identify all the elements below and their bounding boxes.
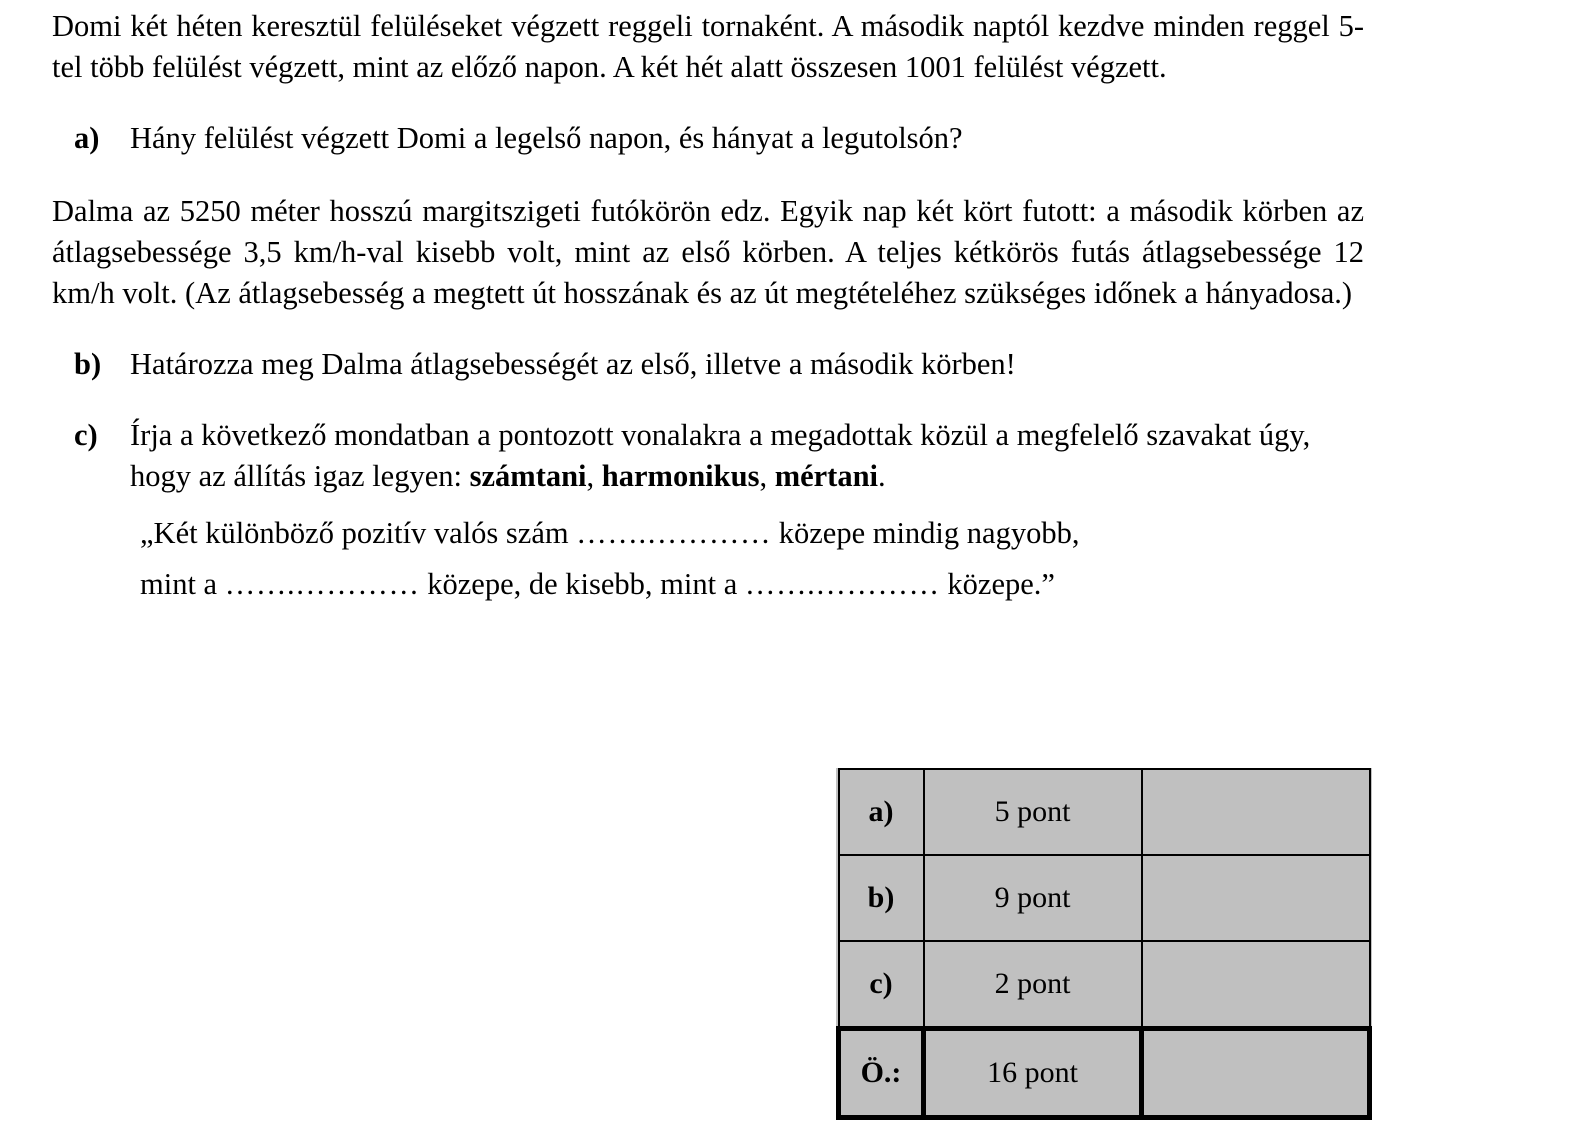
- choice-szamtani: számtani: [469, 459, 587, 493]
- item-c-instruction: Írja a következő mondatban a pontozott vonalakra a megadottak közül a megfelelő szavakat úgy, hogy az állítás igaz legyen:: [130, 418, 1311, 493]
- table-row: [839, 941, 1370, 1029]
- item-c-marker: c): [74, 418, 98, 452]
- quote-line-1-part-1: „Két különböző pozitív valós szám: [140, 516, 577, 550]
- score-row-awarded-a[interactable]: [1142, 769, 1370, 855]
- blank-line-2: …….…………: [224, 567, 420, 601]
- item-a: [52, 118, 1364, 159]
- score-total-awarded[interactable]: [1142, 1029, 1370, 1118]
- item-b: [52, 344, 1364, 385]
- item-c: [52, 415, 1364, 497]
- quote-line-2-part-2: közepe, de kisebb, mint a: [419, 567, 745, 601]
- score-row-points-a: 5 pont: [924, 769, 1142, 855]
- score-row-label-b: b): [839, 855, 924, 941]
- quote-line-2: [52, 564, 1364, 605]
- quote-line-1-part-2: közepe mindig nagyobb,: [771, 516, 1080, 550]
- spacer: [52, 88, 1364, 118]
- choice-mertani: mértani: [774, 459, 879, 493]
- item-c-period: .: [878, 459, 886, 493]
- text-column: [52, 6, 1364, 605]
- quote-line-1: [52, 513, 1364, 554]
- spacer: [52, 497, 1364, 513]
- item-b-text: Határozza meg Dalma átlagsebességét az első, illetve a második körben!: [130, 347, 1016, 381]
- quote-line-2-part-1: mint a: [140, 567, 225, 601]
- quote-line-2-part-3: közepe.”: [939, 567, 1055, 601]
- second-paragraph: Dalma az 5250 méter hosszú margitszigeti futókörön edz. Egyik nap két kört futott: a második körben az átlagsebessége 3,5 km/h-val kisebb volt, mint az első körben. A teljes kétkörös futás átlagsebessége 12 km/h volt. (Az átlagsebesség a megtett út hosszának és az út megtételéhez szükséges időnek a hányadosa.): [52, 194, 1364, 310]
- table-row-total: [839, 1029, 1370, 1118]
- score-table: [836, 768, 1372, 1120]
- blank-line-1: …….…………: [576, 516, 772, 550]
- item-c-text: [130, 415, 1364, 497]
- spacer: [52, 554, 1364, 564]
- score-row-points-b: 9 pont: [924, 855, 1142, 941]
- score-total-points: 16 pont: [924, 1029, 1142, 1118]
- score-row-points-c: 2 pont: [924, 941, 1142, 1029]
- intro-paragraph: Domi két héten keresztül felüléseket végzett reggeli tornaként. A második naptól kezdve minden reggel 5-tel több felülést végzett, mint az előző napon. A két hét alatt összesen 1001 felülést végzett.: [52, 9, 1364, 84]
- item-a-marker: a): [74, 121, 100, 155]
- spacer: [52, 385, 1364, 415]
- choice-separator-2: ,: [759, 459, 775, 493]
- item-b-marker: b): [74, 347, 102, 381]
- blank-line-3: …….…………: [744, 567, 940, 601]
- score-row-label-c: c): [839, 941, 924, 1029]
- score-total-label: Ö.:: [839, 1029, 924, 1118]
- choice-harmonikus: harmonikus: [601, 459, 760, 493]
- spacer: [52, 314, 1364, 344]
- score-row-awarded-b[interactable]: [1142, 855, 1370, 941]
- spacer: [52, 159, 1364, 191]
- table-row: [839, 769, 1370, 855]
- table-row: [839, 855, 1370, 941]
- item-a-text: Hány felülést végzett Domi a legelső napon, és hányat a legutolsón?: [130, 121, 963, 155]
- score-row-awarded-c[interactable]: [1142, 941, 1370, 1029]
- choice-separator-1: ,: [586, 459, 602, 493]
- score-row-label-a: a): [839, 769, 924, 855]
